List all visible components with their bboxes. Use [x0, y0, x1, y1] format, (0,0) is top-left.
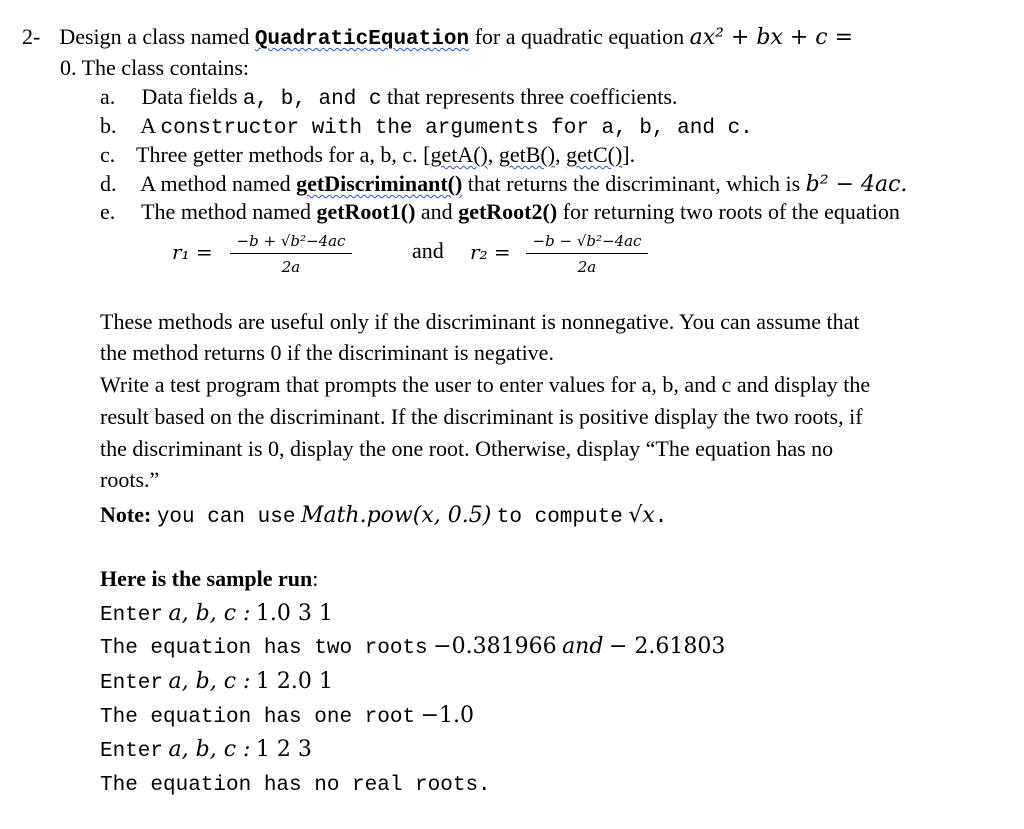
item-text: for returning two roots of the equation [562, 199, 900, 224]
intro-text-2: for a quadratic equation [474, 24, 685, 49]
item-text: and [420, 199, 453, 224]
item-marker: d. [100, 171, 117, 196]
method-getB: getB() [498, 142, 556, 167]
paragraph-line: the method returns 0 if the discriminant is negative. [100, 340, 554, 365]
paragraph-line: These methods are useful only if the discriminant is nonnegative. You can assume that [100, 309, 860, 334]
sample-code: The equation has no real roots. [100, 774, 491, 797]
method-getRoot1: getRoot1() [316, 199, 416, 224]
separator: , [555, 142, 567, 167]
item-text: The method named [141, 199, 311, 224]
item-marker: b. [100, 113, 117, 138]
sample-value: 1 2.0 1 [255, 669, 333, 694]
sample-code: Enter [100, 604, 164, 627]
sample-value: 1 2 3 [255, 737, 312, 762]
list-item [100, 113, 753, 140]
sample-line [100, 736, 312, 763]
item-text: A method named [140, 171, 291, 196]
discriminant-formula: b² − 4ac. [805, 172, 908, 197]
item-text: that returns the discriminant, which is [467, 171, 801, 196]
method-getRoot2: getRoot2() [458, 199, 558, 224]
note-end: . [654, 506, 668, 529]
sample-line [100, 600, 333, 627]
paragraph-line: Write a test program that prompts the user to enter values for a, b, and c and display the [100, 372, 871, 397]
r1-numerator: −b + √b²−4ac [230, 232, 352, 254]
separator: , [487, 142, 499, 167]
r1-denominator: 2a [281, 258, 301, 276]
class-name: QuadraticEquation [254, 28, 470, 51]
list-item [100, 199, 900, 225]
sample-value: − 2.61803 [608, 634, 726, 659]
item-code: a, b, and c [242, 88, 382, 111]
item-marker: e. [100, 199, 116, 224]
item-text: A [140, 113, 155, 138]
sample-code: Enter [100, 672, 164, 695]
and-text: and [412, 238, 444, 263]
note-text: to compute [496, 506, 623, 529]
note-label: Note: [100, 502, 152, 527]
item-code: constructor with the arguments for a, b, and c. [160, 117, 753, 140]
paragraph-line: result based on the discriminant. If the discriminant is positive display the two roots, if [100, 404, 863, 429]
sample-value: −0.381966 [433, 634, 557, 659]
r1-label: r₁ = [172, 240, 213, 264]
list-item [100, 142, 635, 168]
note-expr: Math.pow(x, 0.5) [300, 503, 492, 528]
item-text: Three getter methods for a, b, c. [ [136, 142, 431, 167]
note-text: you can use [156, 506, 296, 529]
item-text: ]. [622, 142, 636, 167]
sample-line [100, 633, 725, 660]
sample-value: 1.0 3 1 [255, 601, 333, 626]
note-sqrt: √x [628, 503, 655, 528]
r2-label: r₂ = [470, 240, 511, 264]
item-marker: a. [100, 84, 116, 109]
sample-heading-colon: : [312, 566, 319, 591]
paragraph-line: the discriminant is 0, display the one root. Otherwise, display “The equation has no [100, 436, 834, 461]
item-text: Data fields [141, 84, 238, 109]
sample-math: a, b, c : [168, 601, 251, 626]
intro-text: Design a class named [59, 24, 250, 49]
sample-value: −1.0 [420, 703, 474, 728]
method-getC: getC() [566, 142, 623, 167]
sample-math: a, b, c : [168, 737, 251, 762]
item-marker: c. [100, 142, 116, 167]
item-text: that represents three coefficients. [387, 84, 678, 109]
sample-line [100, 702, 474, 729]
sample-code: The equation has one root [100, 706, 416, 729]
sample-code: The equation has two roots [100, 637, 428, 660]
problem-number: 2- [22, 24, 41, 49]
sample-math: and [562, 634, 604, 659]
method-getA: getA() [430, 142, 488, 167]
equation-cont: 0. The class contains: [60, 55, 249, 80]
problem-heading [22, 24, 853, 51]
note [100, 502, 667, 529]
sample-line [100, 770, 491, 797]
r1-fraction [230, 232, 352, 276]
r2-denominator: 2a [577, 258, 597, 276]
r2-fraction [526, 232, 648, 276]
sample-code: Enter [100, 740, 164, 763]
sample-heading [100, 566, 318, 592]
method-getDiscriminant: getDiscriminant() [296, 171, 463, 196]
paragraph-line: roots.” [100, 467, 160, 492]
sample-line [100, 668, 333, 695]
equation: ax² + bx + c = [689, 25, 854, 50]
list-item [100, 84, 677, 111]
r2-numerator: −b − √b²−4ac [526, 232, 648, 254]
sample-heading-text: Here is the sample run [100, 566, 313, 591]
sample-math: a, b, c : [168, 669, 251, 694]
list-item [100, 171, 907, 197]
